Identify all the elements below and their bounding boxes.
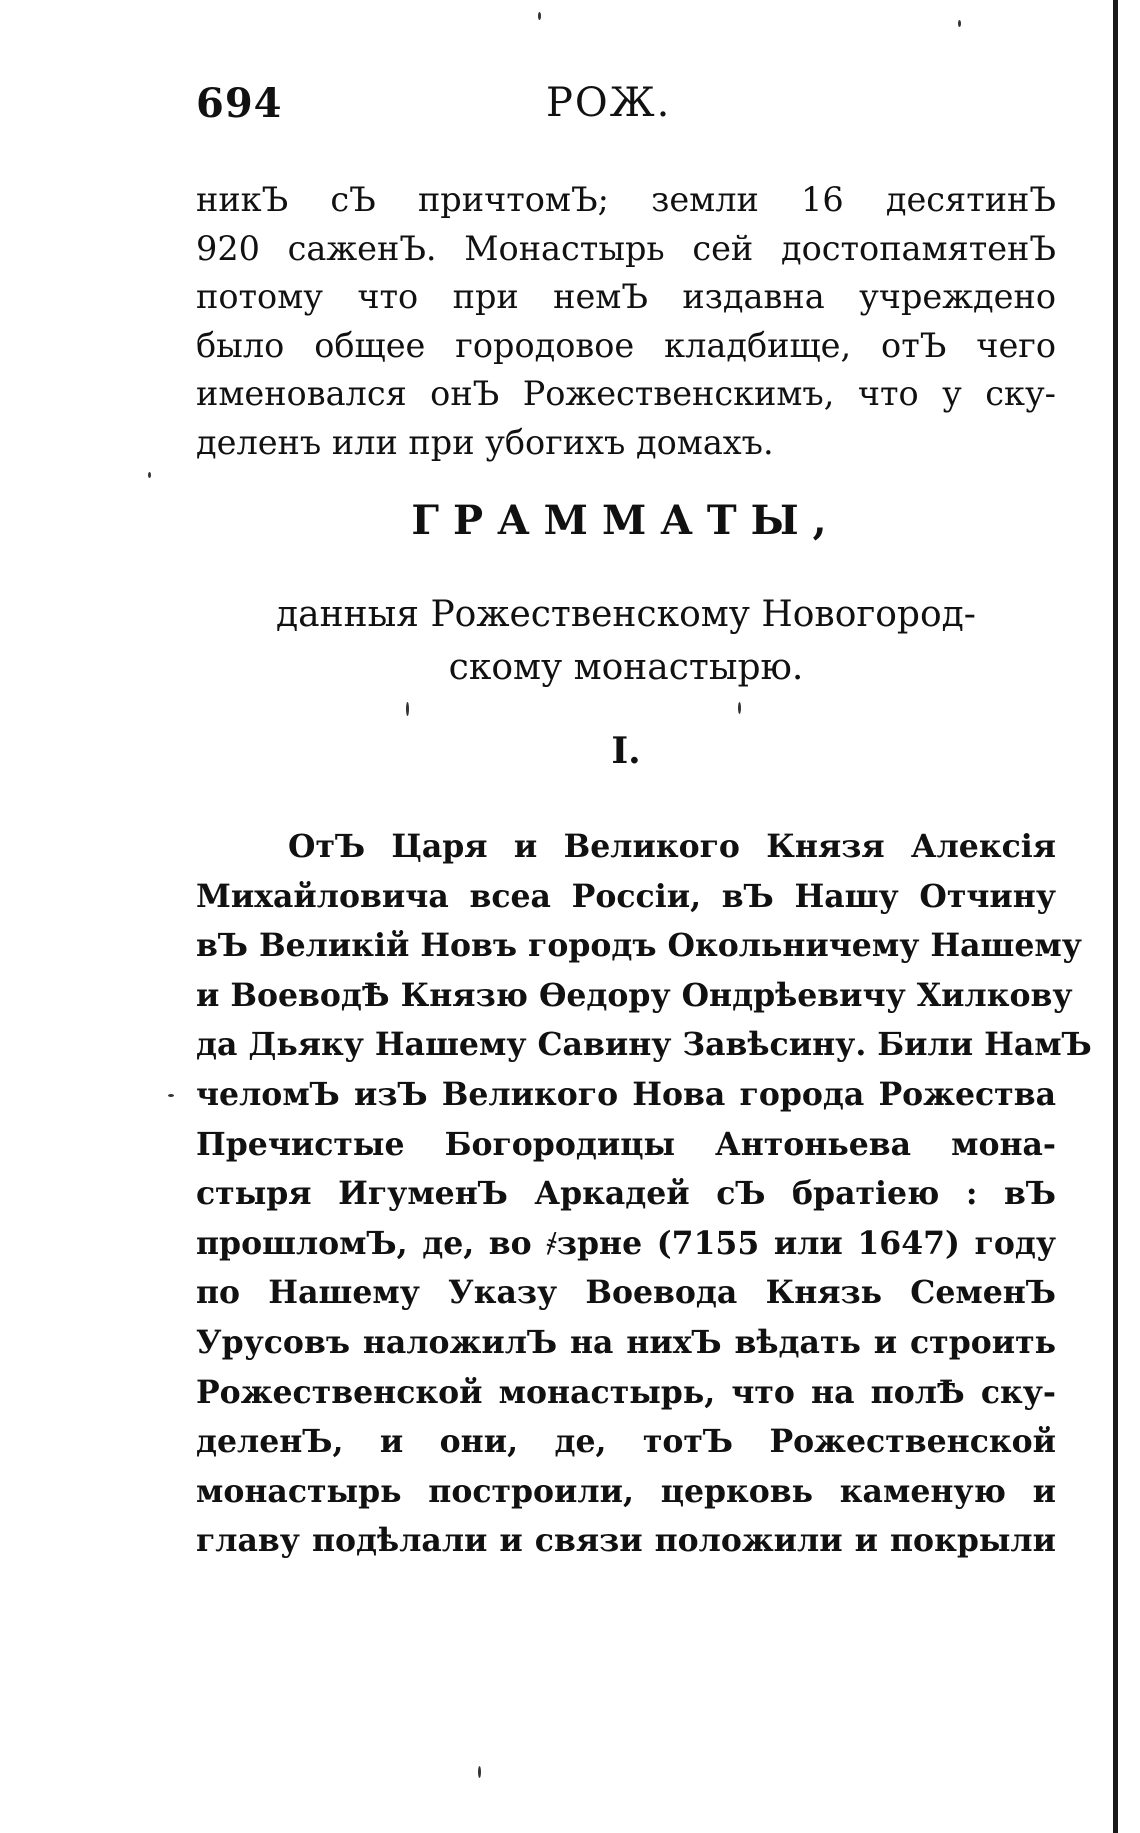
text-line: стыря ИгуменЪ Аркадей сЪ братіею : вЪ — [196, 1175, 1056, 1213]
scan-speck — [168, 1094, 174, 1097]
text-line: Михайловича всеа Россіи, вЪ Нашу Отчину — [196, 877, 1056, 915]
section-title: ГРАММАТЫ, — [411, 497, 841, 544]
text-line: было общее городовое кладбище, отЪ чего — [196, 325, 1056, 365]
text-line: деленЪ, и они, де, тотЪ Рожественской — [196, 1423, 1056, 1461]
text-line: прошломЪ, де, во ҂зрне (7155 или 1647) году — [196, 1224, 1056, 1262]
scan-speck — [148, 472, 151, 478]
text-line: деленъ или при убогихъ домахъ. — [196, 422, 774, 462]
scan-speck — [406, 702, 409, 716]
text-line: Пречистые Богородицы Антоньева мона- — [196, 1125, 1056, 1163]
text-line: ОтЪ Царя и Великого Князя Алексія — [288, 828, 1056, 865]
subtitle-line: скому монастырю. — [448, 647, 804, 688]
page-header — [196, 80, 1056, 140]
text-line: 920 саженЪ. Монастырь сей достопамятенЪ — [196, 228, 1056, 268]
text-line: монастырь построили, церковь каменую и — [196, 1472, 1056, 1510]
text-line: потому что при немЪ издавна учреждено — [196, 277, 1056, 316]
text-line: вЪ Великій Новъ городъ Окольничему Нашему — [196, 927, 1082, 965]
text-line: Урусовъ наложилЪ на нихЪ вѣдать и строить — [196, 1323, 1056, 1361]
running-head: РОЖ. — [546, 80, 672, 126]
page-number: 694 — [196, 80, 283, 127]
text-line: и ВоеводѢ Князю Ѳедору Ондрѣевичу Хилкову — [196, 976, 1073, 1014]
scan-speck — [538, 12, 541, 20]
page-edge-shadow — [1113, 0, 1118, 1833]
text-line: челомЪ изЪ Великого Нова города Рожества — [196, 1075, 1056, 1113]
charter-text — [196, 822, 1092, 1566]
scan-speck — [478, 1766, 481, 1778]
text-line: да Дьяку Нашему Савину Завѣсину. Били НамЪ — [196, 1026, 1092, 1064]
document-number: I. — [611, 730, 641, 772]
text-line: именовался онЪ Рожественскимъ, что у ску- — [196, 374, 1056, 413]
section-subtitle — [196, 588, 1056, 694]
scan-speck — [738, 702, 741, 714]
subtitle-line: данныя Рожественскому Новогород- — [276, 594, 976, 635]
intro-paragraph — [196, 176, 1056, 467]
text-line: Рожественской монастырь, что на полѢ ску- — [196, 1373, 1056, 1411]
scan-speck — [958, 20, 961, 27]
text-line: главу подѣлали и связи положили и покрыли — [196, 1522, 1056, 1560]
text-line: никЪ сЪ причтомЪ; земли 16 десятинЪ — [196, 180, 1056, 219]
text-line: по Нашему Указу Воевода Князь СеменЪ — [196, 1274, 1056, 1312]
